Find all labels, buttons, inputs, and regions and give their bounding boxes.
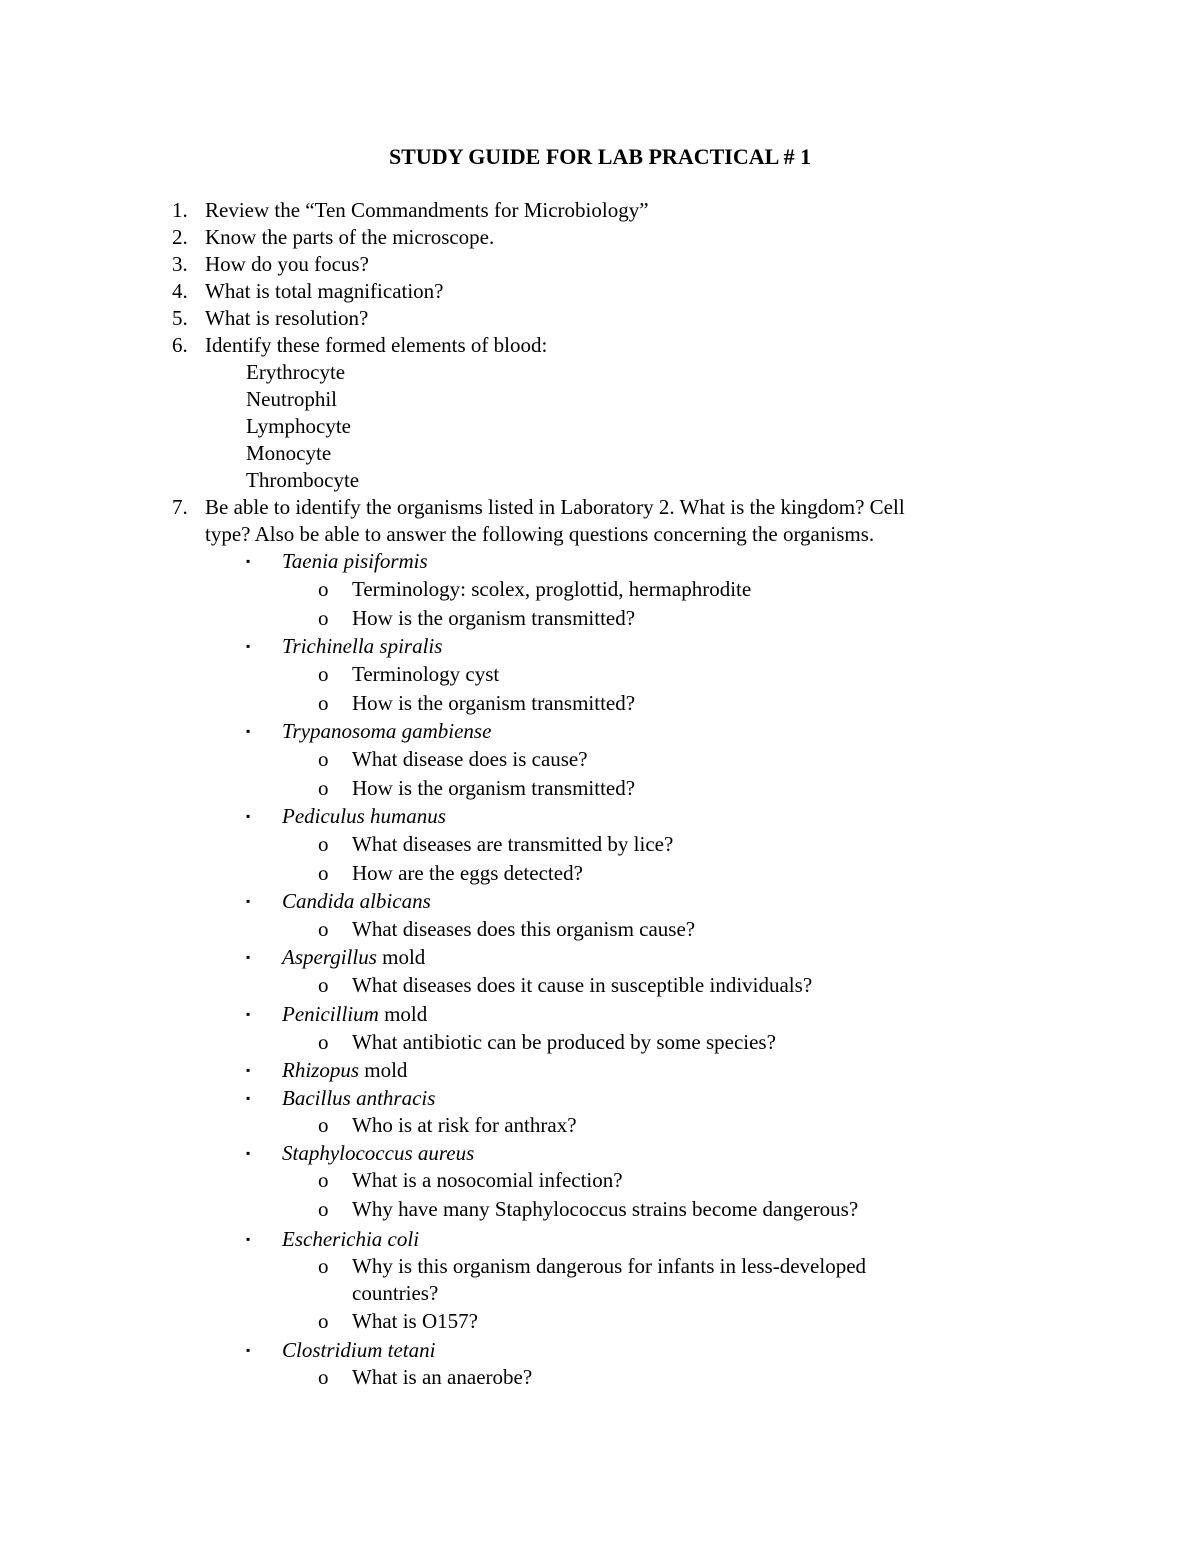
organism-name: Penicillium: [282, 1002, 379, 1026]
sub-bullet-icon: o: [318, 1365, 329, 1389]
item-text: What is resolution?: [205, 306, 369, 330]
page-title: STUDY GUIDE FOR LAB PRACTICAL # 1: [388, 144, 812, 169]
question-text: What is an anaerobe?: [352, 1365, 533, 1389]
sub-bullet-icon: o: [318, 861, 329, 885]
item-text: Review the “Ten Commandments for Microbiology”: [205, 198, 649, 222]
sub-bullet-icon: o: [318, 662, 329, 686]
item-number: 7.: [172, 495, 188, 519]
item-number: 4.: [172, 279, 188, 303]
item-number: 2.: [172, 225, 188, 249]
question-text: What antibiotic can be produced by some species?: [352, 1030, 776, 1054]
item-text: type? Also be able to answer the following questions concerning the organisms.: [205, 522, 875, 546]
organism-name: Bacillus anthracis: [282, 1086, 436, 1110]
sub-bullet-icon: o: [318, 832, 329, 856]
question-text: How is the organism transmitted?: [352, 606, 636, 630]
blood-element-label: Thrombocyte: [246, 468, 360, 492]
question-text: What is O157?: [352, 1309, 478, 1333]
blood-element-label: Erythrocyte: [246, 360, 346, 384]
blood-element-label: Lymphocyte: [246, 414, 351, 438]
bullet-icon: ▪: [246, 1146, 251, 1160]
sub-bullet-icon: o: [318, 1168, 329, 1192]
bullet-icon: ▪: [246, 1091, 251, 1105]
question-text: countries?: [352, 1281, 439, 1305]
organism-name: Escherichia coli: [282, 1227, 420, 1251]
sub-bullet-icon: o: [318, 973, 329, 997]
item-text: Be able to identify the organisms listed in Laboratory 2. What is the kingdom? Cell: [205, 495, 905, 519]
bullet-icon: ▪: [246, 554, 251, 568]
organism-name: Clostridium tetani: [282, 1338, 436, 1362]
sub-bullet-icon: o: [318, 1309, 329, 1333]
item-number: 3.: [172, 252, 188, 276]
bullet-icon: ▪: [246, 1343, 251, 1357]
sub-bullet-icon: o: [318, 1030, 329, 1054]
item-number: 5.: [172, 306, 188, 330]
sub-bullet-icon: o: [318, 691, 329, 715]
organism-name: Trichinella spiralis: [282, 634, 443, 658]
item-text: Know the parts of the microscope.: [205, 225, 495, 249]
question-text: What disease does is cause?: [352, 747, 588, 771]
organism-name: Aspergillus: [282, 945, 377, 969]
organism-suffix: mold: [378, 1002, 428, 1026]
sub-bullet-icon: o: [318, 747, 329, 771]
bullet-icon: ▪: [246, 1232, 251, 1246]
sub-bullet-icon: o: [318, 606, 329, 630]
bullet-icon: ▪: [246, 894, 251, 908]
organism-suffix: mold: [376, 945, 426, 969]
question-text: What diseases does it cause in susceptible individuals?: [352, 973, 813, 997]
organism-name: Taenia pisiformis: [282, 549, 428, 573]
question-text: Why have many Staphylococcus strains become dangerous?: [352, 1197, 859, 1221]
sub-bullet-icon: o: [318, 1197, 329, 1221]
blood-element-label: Monocyte: [246, 441, 332, 465]
bullet-icon: ▪: [246, 639, 251, 653]
question-text: How is the organism transmitted?: [352, 691, 636, 715]
bullet-icon: ▪: [246, 1007, 251, 1021]
organism-name: Staphylococcus aureus: [282, 1141, 475, 1165]
question-text: How are the eggs detected?: [352, 861, 583, 885]
sub-bullet-icon: o: [318, 577, 329, 601]
sub-bullet-icon: o: [318, 917, 329, 941]
item-text: Identify these formed elements of blood:: [205, 333, 548, 357]
question-text: How is the organism transmitted?: [352, 776, 636, 800]
question-text: Who is at risk for anthrax?: [352, 1113, 577, 1137]
question-text: Terminology cyst: [352, 662, 500, 686]
item-number: 6.: [172, 333, 188, 357]
item-text: How do you focus?: [205, 252, 369, 276]
blood-element-label: Neutrophil: [246, 387, 337, 411]
organism-suffix: mold: [359, 1058, 408, 1082]
organism-name: Trypanosoma gambiense: [282, 719, 492, 743]
item-text: What is total magnification?: [205, 279, 444, 303]
bullet-icon: ▪: [246, 724, 251, 738]
question-text: What diseases are transmitted by lice?: [352, 832, 674, 856]
question-text: Terminology: scolex, proglottid, hermaphrodite: [352, 577, 752, 601]
bullet-icon: ▪: [246, 950, 251, 964]
sub-bullet-icon: o: [318, 776, 329, 800]
organism-name: Pediculus humanus: [282, 804, 446, 828]
question-text: What is a nosocomial infection?: [352, 1168, 623, 1192]
question-text: What diseases does this organism cause?: [352, 917, 696, 941]
sub-bullet-icon: o: [318, 1254, 329, 1278]
organism-name: Candida albicans: [282, 889, 431, 913]
item-number: 1.: [172, 198, 188, 222]
organism-name: Rhizopus: [282, 1058, 360, 1082]
question-text: Why is this organism dangerous for infants in less-developed: [352, 1254, 867, 1278]
bullet-icon: ▪: [246, 809, 251, 823]
sub-bullet-icon: o: [318, 1113, 329, 1137]
bullet-icon: ▪: [246, 1063, 251, 1077]
